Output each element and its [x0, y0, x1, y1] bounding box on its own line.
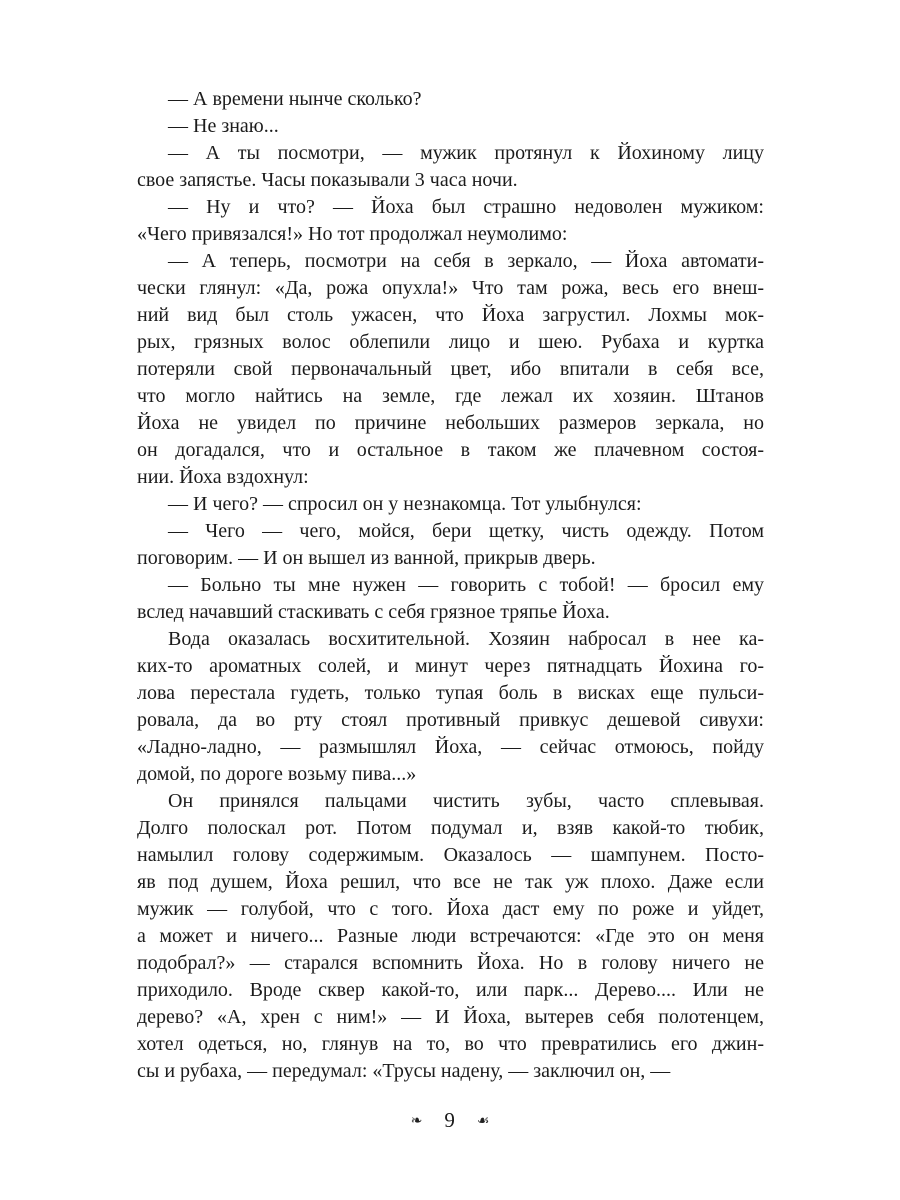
text-line: намылил голову содержимым. Оказалось — шампунем. Посто-	[137, 844, 764, 866]
text-line: а может и ничего... Разные люди встречаются: «Где это он меня	[137, 925, 764, 947]
text-line: рых, грязных волос облепили лицо и шею. Рубаха и куртка	[137, 331, 764, 353]
page-footer	[0, 1106, 900, 1137]
paragraph	[137, 140, 764, 194]
paragraph	[137, 788, 764, 1085]
paragraph	[137, 491, 764, 518]
text-line: ний вид был столь ужасен, что Йоха загрустил. Лохмы мок-	[137, 304, 764, 326]
text-line: приходило. Вроде сквер какой-то, или парк... Дерево.... Или не	[137, 979, 764, 1001]
text-line: — А теперь, посмотри на себя в зеркало, — Йоха автомати-	[168, 250, 764, 272]
text-line: ровала, да во рту стоял противный привкус дешевой сивухи:	[137, 709, 764, 731]
text-line: — А времени нынче сколько?	[168, 88, 422, 110]
text-line: потеряли свой первоначальный цвет, ибо впитали в себя все,	[137, 358, 764, 380]
text-line: домой, по дороге возьму пива...»	[137, 763, 417, 785]
text-line: нии. Йоха вздохнул:	[137, 466, 309, 488]
text-line: яв под душем, Йоха решил, что все не так уж плохо. Даже если	[137, 871, 764, 893]
text-line: свое запястье. Часы показывали 3 часа ночи.	[137, 169, 518, 191]
text-line: что могло найтись на земле, где лежал их хозяин. Штанов	[137, 385, 764, 407]
text-line: — Не знаю...	[168, 115, 279, 137]
text-line: мужик — голубой, что с того. Йоха даст ему по роже и уйдет,	[137, 898, 764, 920]
text-line: «Ладно-ладно, — размышлял Йоха, — сейчас отмоюсь, пойду	[137, 736, 764, 758]
page-text-block	[137, 86, 764, 1085]
text-line: — Больно ты мне нужен — говорить с тобой! — бросил ему	[168, 574, 764, 596]
paragraph	[137, 518, 764, 572]
text-line: «Чего привязался!» Но тот продолжал неумолимо:	[137, 223, 568, 245]
text-line: Йоха не увидел по причине небольших размеров зеркала, но	[137, 412, 764, 434]
text-line: — Ну и что? — Йоха был страшно недоволен мужиком:	[168, 196, 764, 218]
paragraph	[137, 248, 764, 491]
text-line: — А ты посмотри, — мужик протянул к Йохиному лицу	[168, 142, 764, 164]
text-line: — Чего — чего, мойся, бери щетку, чисть одежду. Потом	[168, 520, 764, 542]
paragraph	[137, 626, 764, 788]
paragraph	[137, 86, 764, 113]
text-line: сы и рубаха, — передумал: «Трусы надену, — заключил он, —	[137, 1060, 671, 1082]
page-number: 9	[444, 1108, 455, 1132]
text-line: — И чего? — спросил он у незнакомца. Тот улыбнулся:	[168, 493, 642, 515]
fleuron-left-icon: ❧	[410, 1113, 423, 1129]
fleuron-right-icon: ☙	[476, 1113, 490, 1129]
text-line: поговорим. — И он вышел из ванной, прикрыв дверь.	[137, 547, 596, 569]
text-line: он догадался, что и остальное в таком же плачевном состоя-	[137, 439, 764, 461]
text-line: подобрал?» — старался вспомнить Йоха. Но в голову ничего не	[137, 952, 764, 974]
text-line: лова перестала гудеть, только тупая боль в висках еще пульси-	[137, 682, 764, 704]
text-line: Вода оказалась восхитительной. Хозяин набросал в нее ка-	[168, 628, 764, 650]
text-line: хотел одеться, но, глянув на то, во что превратились его джин-	[137, 1033, 764, 1055]
text-line: вслед начавший стаскивать с себя грязное тряпье Йоха.	[137, 601, 610, 623]
text-line: ких-то ароматных солей, и минут через пятнадцать Йохина го-	[137, 655, 764, 677]
paragraph	[137, 194, 764, 248]
paragraph	[137, 572, 764, 626]
text-line: Долго полоскал рот. Потом подумал и, взяв какой-то тюбик,	[137, 817, 764, 839]
paragraph	[137, 113, 764, 140]
text-line: Он принялся пальцами чистить зубы, часто сплевывая.	[168, 790, 764, 812]
text-line: чески глянул: «Да, рожа опухла!» Что там рожа, весь его внеш-	[137, 277, 764, 299]
text-line: дерево? «А, хрен с ним!» — И Йоха, вытерев себя полотенцем,	[137, 1006, 764, 1028]
